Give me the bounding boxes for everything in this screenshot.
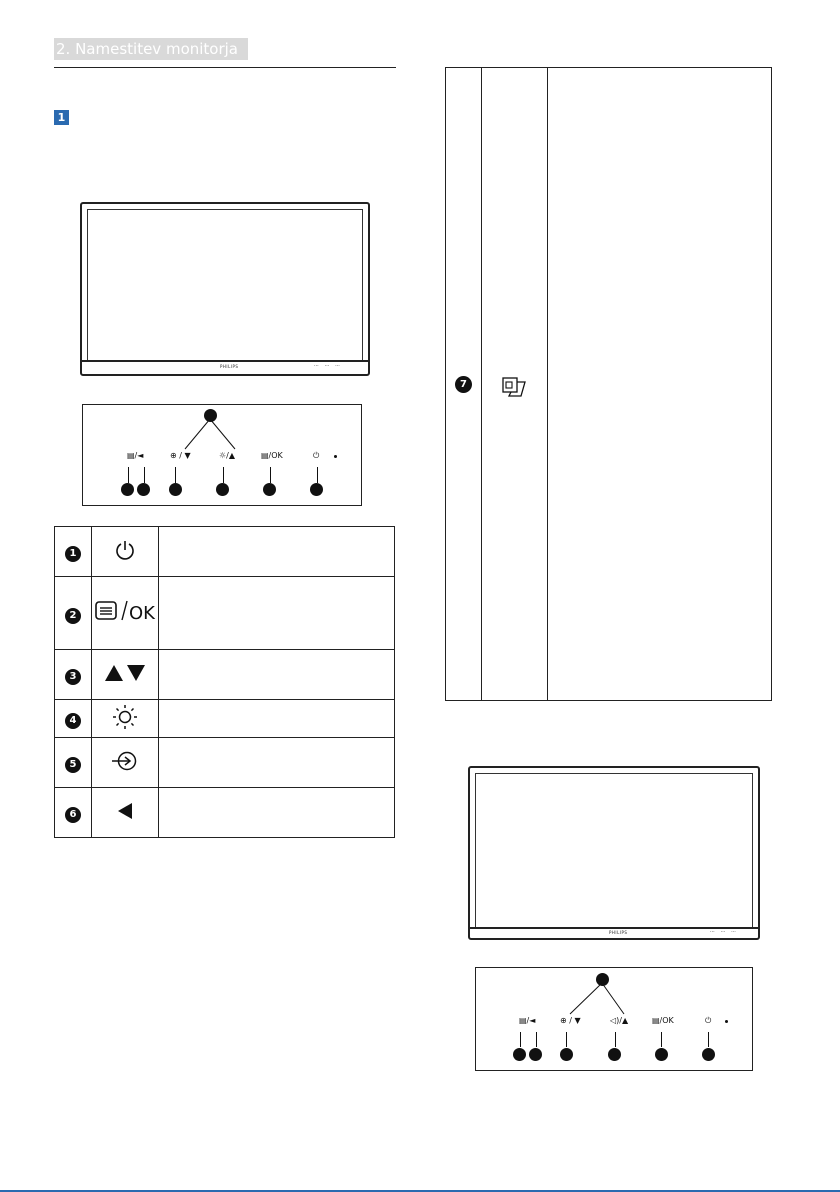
leader-line <box>144 467 145 483</box>
power-icon <box>114 539 136 561</box>
table-row <box>55 527 395 577</box>
leader-line <box>317 467 318 483</box>
row-number: 4 <box>65 713 81 729</box>
leader-line <box>270 467 271 483</box>
leader-line <box>615 1032 616 1047</box>
leader-line <box>128 467 129 483</box>
volume-up-button-label: ◁)/▲ <box>610 1016 629 1025</box>
row-number: 3 <box>65 669 81 685</box>
callout-6 <box>513 1048 526 1061</box>
power-button-label: ⏻ <box>705 1016 712 1025</box>
row-number: 1 <box>65 546 81 562</box>
leader-line <box>536 1032 537 1047</box>
section-badge: 1 <box>54 110 69 125</box>
leader-line <box>520 1032 521 1047</box>
monitor-bezel <box>82 360 368 374</box>
description-cell <box>159 527 395 577</box>
callout-5 <box>529 1048 542 1061</box>
table-row <box>55 788 395 838</box>
input-down-button-label: ⊕ / ▼ <box>170 451 191 460</box>
menu-left-button-label: ▤/◄ <box>127 451 144 460</box>
leader-line <box>223 467 224 483</box>
monitor-bezel <box>470 927 758 938</box>
monitor-illustration-top <box>80 202 370 376</box>
input-down-button-label: ⊕ / ▼ <box>560 1016 581 1025</box>
monitor-screen <box>87 209 363 361</box>
menu-ok-icon <box>94 599 156 623</box>
callout-1 <box>310 483 323 496</box>
monitor-screen <box>475 773 753 929</box>
menu-ok-button-label: ▤/OK <box>652 1016 674 1025</box>
button-row-marks: ⋯ ⋯ ⋯ <box>710 929 739 935</box>
callout-2 <box>263 483 276 496</box>
control-panel-diagram-top <box>82 404 362 506</box>
callout-4 <box>560 1048 573 1061</box>
monitor-illustration-bottom <box>468 766 760 940</box>
callout-3 <box>216 483 229 496</box>
column-divider <box>481 68 482 700</box>
brightness-up-button-label: ☼/▲ <box>219 451 236 460</box>
control-panel-diagram-bottom <box>475 967 753 1071</box>
description-cell <box>159 788 395 838</box>
controls-table <box>54 526 395 838</box>
leader-line <box>661 1032 662 1047</box>
row-number: 6 <box>65 807 81 823</box>
table-row <box>55 700 395 738</box>
callout-5 <box>137 483 150 496</box>
brand-logo: PHILIPS <box>220 364 239 369</box>
row-number: 2 <box>65 608 81 624</box>
leader-line <box>566 1032 567 1047</box>
description-cell <box>159 738 395 788</box>
table-row <box>55 738 395 788</box>
menu-ok-button-label: ▤/OK <box>261 451 283 460</box>
smartimage-table <box>445 67 772 701</box>
smartimage-icon <box>501 376 527 398</box>
left-arrow-icon <box>116 801 134 821</box>
page-title: 2. Namestitev monitorja <box>54 38 248 60</box>
svg-text:OK: OK <box>129 603 155 623</box>
up-down-arrows-icon <box>103 663 147 683</box>
row-number: 5 <box>65 757 81 773</box>
header-divider <box>54 67 396 68</box>
callout-4 <box>169 483 182 496</box>
leader-line <box>708 1032 709 1047</box>
description-cell <box>159 700 395 738</box>
brightness-icon <box>112 704 138 730</box>
menu-left-button-label: ▤/◄ <box>519 1016 536 1025</box>
power-led <box>334 455 337 458</box>
table-row <box>55 650 395 700</box>
callout-2 <box>655 1048 668 1061</box>
column-divider <box>547 68 548 700</box>
button-row-marks: ⋯ ⋯ ⋯ <box>314 363 343 369</box>
table-row <box>55 577 395 650</box>
callout-3 <box>608 1048 621 1061</box>
description-cell <box>159 650 395 700</box>
leader-line <box>175 467 176 483</box>
row-number: 7 <box>455 376 472 393</box>
power-button-label: ⏻ <box>313 451 320 460</box>
callout-1 <box>702 1048 715 1061</box>
callout-6 <box>121 483 134 496</box>
power-led <box>725 1020 728 1023</box>
description-cell <box>159 577 395 650</box>
input-icon <box>111 750 139 772</box>
brand-logo: PHILIPS <box>609 930 628 935</box>
